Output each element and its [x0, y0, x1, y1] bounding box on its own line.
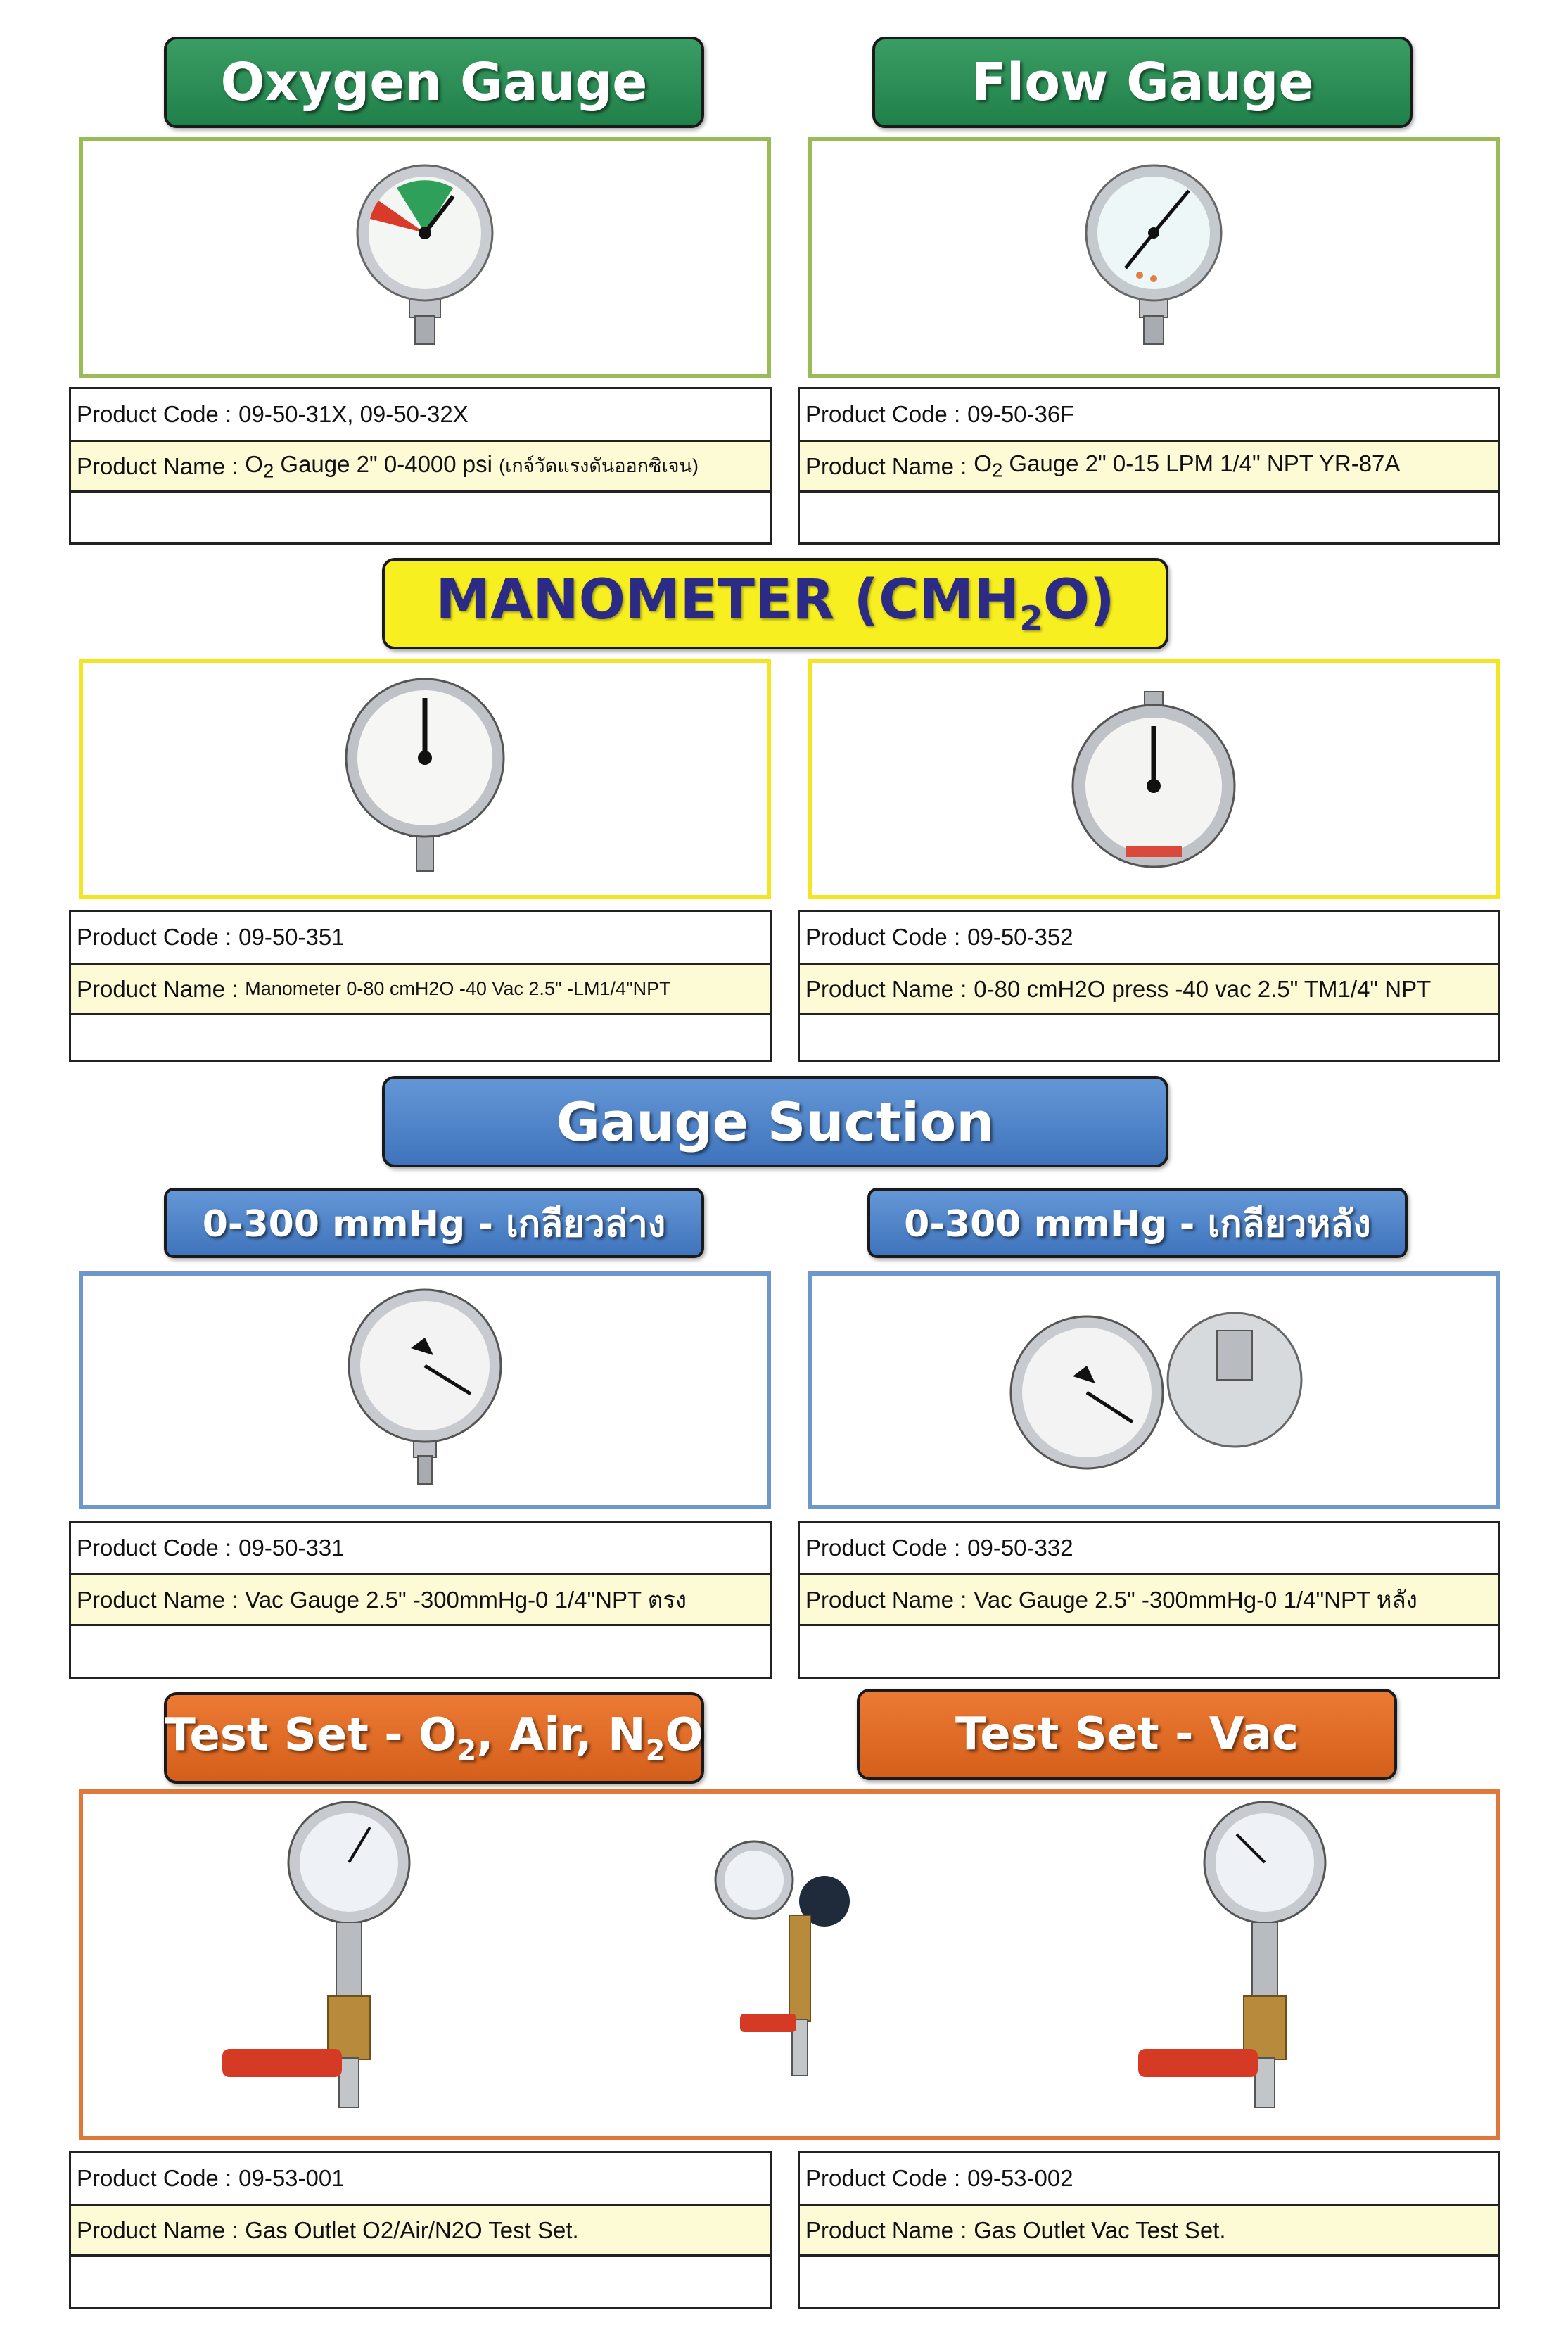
oxygen-gauge-image: [79, 137, 771, 378]
product-code-row: Product Code : 09-50-332: [805, 1535, 1073, 1561]
product-code-value: 09-50-331: [238, 1535, 345, 1561]
product-name-value: Vac Gauge 2.5" -300mmHg-0 1/4"NPT ตรง: [245, 1587, 687, 1613]
manometer-gauge-icon: [1066, 687, 1242, 870]
product-table-p5: [69, 1521, 772, 1679]
product-name-value: $O_2$ Gauge 2" 0-4000 psi (เกจ์วัดแรงดันออกซิเจน): [245, 450, 699, 482]
y-connector-icon: [712, 1831, 867, 2098]
oxygen-gauge-banner: [164, 37, 704, 128]
product-empty-row: [800, 2254, 1498, 2305]
product-code-row: Product Code : 09-50-331: [77, 1535, 345, 1561]
product-code-value: 09-50-352: [967, 924, 1073, 950]
vacuum-gauge-icon: [992, 1309, 1315, 1471]
product-code-row: Product Code : 09-53-001: [77, 2165, 345, 2191]
test-set-gauge-icon: [215, 1799, 447, 2130]
product-code-row: Product Code : 09-50-352: [805, 924, 1073, 950]
product-empty-row: [800, 1013, 1498, 1064]
flow-gauge-image: [808, 137, 1500, 378]
test-set-gas-banner: [164, 1692, 704, 1784]
product-table-p7: [69, 2151, 772, 2309]
product-table-p3: [69, 910, 772, 1062]
suction-right-subtitle: 0-300 mmHg - เกลียวหลัง: [904, 1202, 1371, 1245]
vacuum-gauge-icon: [340, 1288, 509, 1492]
product-table-p4: [798, 910, 1500, 1062]
flow-gauge-icon: [1083, 163, 1224, 353]
product-name-value: Gas Outlet Vac Test Set.: [974, 2216, 1226, 2243]
oxygen-gauge-title: Oxygen Gauge: [220, 52, 648, 113]
flow-gauge-banner: [872, 37, 1413, 128]
test-set-vac-gauge-icon: [1131, 1799, 1363, 2130]
suction-left-subbanner: [164, 1188, 704, 1258]
product-name-value: 0-80 cmH2O press -40 vac 2.5" TM1/4" NPT: [974, 975, 1432, 1002]
product-table-p1: [69, 387, 772, 545]
oxygen-gauge-icon: [355, 163, 495, 353]
product-empty-row: [800, 490, 1498, 541]
gauge-suction-title: Gauge Suction: [556, 1090, 995, 1153]
product-name-value: Manometer 0-80 cmH2O -40 Vac 2.5" -LM1/4"NPT: [245, 978, 671, 999]
test-set-vac-title: Test Set - Vac: [955, 1708, 1299, 1760]
manometer-352-image: [808, 659, 1500, 899]
product-table-p6: [798, 1521, 1500, 1679]
product-name-value: $O_2$ Gauge 2" 0-15 LPM 1/4" NPT YR-87A: [974, 450, 1401, 481]
product-code-value: 09-53-001: [238, 2165, 345, 2191]
product-code-value: 09-50-36F: [967, 401, 1075, 427]
product-code-row: Product Code : 09-50-36F: [805, 401, 1075, 427]
product-table-p8: [798, 2151, 1500, 2309]
test-set-gas-title: Test Set - $O_2$, Air, $N_2O$: [165, 1709, 703, 1767]
product-code-row: Product Code : 09-53-002: [805, 2165, 1073, 2191]
manometer-banner: [382, 558, 1168, 649]
suction-right-subbanner: [867, 1188, 1408, 1258]
product-code-value: 09-50-332: [967, 1535, 1073, 1561]
test-set-image: [79, 1789, 1500, 2140]
test-set-vac-banner: [857, 1689, 1397, 1780]
gauge-suction-banner: [382, 1076, 1168, 1167]
product-empty-row: [71, 490, 770, 541]
product-code-value: 09-53-002: [967, 2165, 1073, 2191]
product-name-row: Product Name : $O_2$ Gauge 2" 0-15 LPM 1/4" NPT YR-87A: [800, 440, 1498, 490]
product-name-row: Product Name : Vac Gauge 2.5" -300mmHg-0 1/4"NPT หลัง: [800, 1573, 1498, 1624]
product-empty-row: [800, 1624, 1498, 1675]
product-name-value: Gas Outlet O2/Air/N2O Test Set.: [245, 2216, 579, 2243]
product-name-row: Product Name : Vac Gauge 2.5" -300mmHg-0 1/4"NPT ตรง: [71, 1573, 770, 1624]
product-code-value: 09-50-351: [238, 924, 345, 950]
product-name-row: Product Name : Manometer 0-80 cmH2O -40 Vac 2.5" -LM1/4"NPT: [71, 963, 770, 1013]
suction-left-subtitle: 0-300 mmHg - เกลียวล่าง: [202, 1202, 666, 1245]
product-name-row: Product Name : Gas Outlet O2/Air/N2O Test Set.: [71, 2204, 770, 2254]
product-name-value: Vac Gauge 2.5" -300mmHg-0 1/4"NPT หลัง: [974, 1587, 1417, 1613]
product-empty-row: [71, 2254, 770, 2305]
product-name-row: Product Name : 0-80 cmH2O press -40 vac 2.5" TM1/4" NPT: [800, 963, 1498, 1013]
flow-gauge-title: Flow Gauge: [971, 52, 1314, 113]
manometer-gauge-icon: [340, 677, 509, 881]
product-name-row: Product Name : $O_2$ Gauge 2" 0-4000 psi (เกจ์วัดแรงดันออกซิเจน): [71, 440, 770, 490]
product-name-row: Product Name : Gas Outlet Vac Test Set.: [800, 2204, 1498, 2254]
product-code-row: Product Code : 09-50-351: [77, 924, 345, 950]
manometer-351-image: [79, 659, 771, 899]
product-table-p2: [798, 387, 1500, 545]
product-code-value: 09-50-31X, 09-50-32X: [238, 401, 469, 427]
product-empty-row: [71, 1013, 770, 1064]
vac-gauge-332-image: [808, 1271, 1500, 1509]
product-empty-row: [71, 1624, 770, 1675]
product-code-row: Product Code : 09-50-31X, 09-50-32X: [77, 401, 469, 427]
manometer-title: MANOMETER $(CMH_2O)$: [435, 569, 1115, 639]
vac-gauge-331-image: [79, 1271, 771, 1509]
